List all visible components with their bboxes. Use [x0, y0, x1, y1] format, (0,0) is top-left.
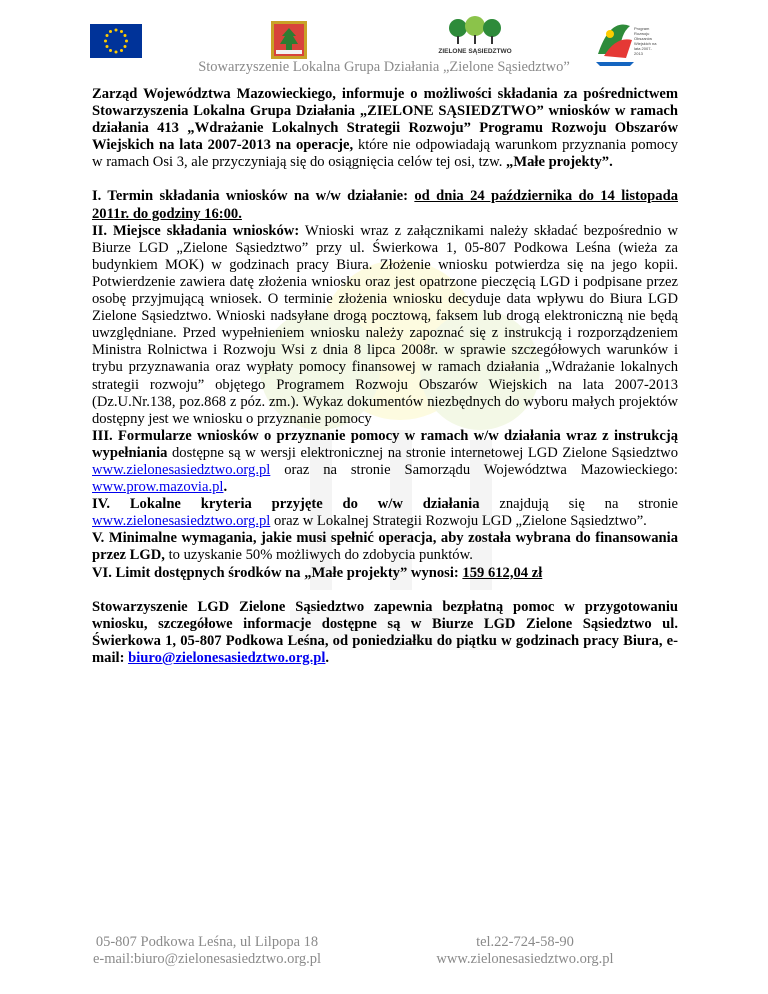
email-link[interactable]: biuro@zielonesasiedztwo.org.pl	[128, 649, 326, 666]
section-1-value: od dnia 24 października do 14 listopada 2011r. do godziny 16:00.	[92, 188, 678, 222]
section-2	[92, 223, 678, 428]
intro-normal: które nie odpowiadają warunkom przyznania pomocy w ramach Osi 3, ale przyczyniają się do osiągnięcia celów tej osi, tzw.	[92, 137, 678, 171]
document-body	[92, 86, 678, 667]
section-4-label: IV. Lokalne kryteria przyjęte do w/w działania	[92, 496, 480, 513]
zs-website-link-2[interactable]: www.zielonesasiedztwo.org.pl	[92, 513, 271, 530]
footer-contact-block	[405, 934, 645, 968]
section-4-text: znajdują się na stronie	[479, 496, 678, 513]
section-4-text2: oraz w Lokalnej Strategii Rozwoju LGD „Zielone Sąsiedztwo”.	[270, 513, 647, 530]
eu-flag-icon	[90, 24, 142, 58]
closing-end: .	[325, 649, 330, 666]
section-3-end: .	[223, 479, 228, 496]
section-1-label: I. Termin składania wniosków na w/w działanie:	[92, 188, 415, 205]
section-3-text: dostępne są w wersji elektronicznej na stronie internetowej LGD Zielone Sąsiedztwo	[167, 444, 678, 461]
section-5	[92, 530, 678, 564]
prow-mazovia-link[interactable]: www.prow.mazovia.pl	[92, 479, 224, 496]
closing-text: Stowarzyszenie LGD Zielone Sąsiedztwo zapewnia bezpłatną pomoc w przygotowaniu wniosku, szczegółowe informacje dostępne są w Biurze LGD Zielone Sąsiedztwo ul. Świerkowa 1, 05-807 Podkowa Leśna, od poniedziałku do piątku w godzinach pracy Biura, e-mail:	[92, 598, 678, 666]
section-3-text2: oraz na stronie Samorządu Województwa Mazowieckiego:	[270, 461, 678, 478]
section-6	[92, 565, 678, 582]
logos-row	[0, 14, 768, 62]
coat-of-arms-icon	[270, 20, 308, 60]
footer-web: www.zielonesasiedztwo.org.pl	[436, 951, 614, 967]
footer-address: 05-807 Podkowa Leśna, ul Lilpopa 18	[95, 934, 319, 950]
section-2-text: Wnioski wraz z załącznikami należy składać bezpośrednio w Biurze LGD „Zielone Sąsiedztwo” przy ul. Świerkowa 1, 05-807 Podkowa Leśna (wieża za budynkiem MOK) w godzinach pracy Biura. Złożenie wniosku potwierdza się na jego kopii. Potwierdzenie zawiera datę złożenia wniosku oraz jest opatrzone pieczęcią LGD i podpisane przez osobę przyjmującą wniosek. O terminie złożenia wniosku decyduje data wpływu do Biura LGD Zielone Sąsiedztwo. Wnioski nadsyłane drogą pocztową, faksem lub drogą elektroniczną nie będą uwzględniane. Przed wypełnieniem wniosku należy zapoznać się z instrukcją i rozporządzeniem Ministra Rolnictwa i Rozwoju Wsi z dnia 8 lipca 2008r. w sprawie szczegółowych warunków i trybu przyznawania oraz wypłaty pomocy finansowej w ramach działania „Wdrażanie lokalnych strategii rozwoju” objętego Programem Rozwoju Obszarów Wiejskich na lata 2007-2013 (Dz.U.Nr.138, poz.868 z póz. zm.). Wykaz dokumentów niezbędnych do wyboru małych projektów dostępny jest we wniosku o przyznanie pomocy	[92, 222, 679, 427]
prow-logo-text: Program Rozwoju Obszarów Wiejskich na lata 2007-2013	[634, 26, 657, 56]
section-6-label: VI. Limit dostępnych środków na „Małe projekty” wynosi:	[92, 564, 463, 581]
section-6-value: 159 612,04 zł	[462, 564, 543, 581]
zielone-sasiedztwo-logo	[438, 14, 512, 64]
header-title: Stowarzyszenie Lokalna Grupa Działania „Zielone Sąsiedztwo”	[198, 59, 570, 75]
intro-paragraph	[92, 86, 678, 171]
section-1	[92, 188, 678, 222]
section-3-label: III. Formularze wniosków o przyznanie pomocy w ramach w/w działania wraz z instrukcją wypełniania	[92, 427, 678, 461]
intro-bold: Zarząd Województwa Mazowieckiego, informuje o możliwości składania za pośrednictwem Stowarzyszenia Lokalna Grupa Działania „ZIELONE SĄSIEDZTWO” wniosków w ramach działania 413 „Wdrażanie Lokalnych Strategii Rozwoju” Programu Rozwoju Obszarów Wiejskich na lata 2007-2013 na operacje,	[92, 86, 678, 154]
footer-email: e-mail:biuro@zielonesasiedztwo.org.pl	[92, 951, 322, 967]
section-5-text: to uzyskanie 50% możliwych do zdobycia punktów.	[164, 547, 473, 564]
closing-paragraph	[92, 599, 678, 667]
zs-website-link[interactable]: www.zielonesasiedztwo.org.pl	[92, 461, 271, 478]
footer-address-block	[62, 934, 352, 968]
intro-bold-end: „Małe projekty”.	[506, 154, 613, 171]
section-2-label: II. Miejsce składania wniosków:	[92, 222, 300, 239]
section-3	[92, 428, 678, 496]
zs-logo-text: ZIELONE SĄSIEDZTWO	[438, 48, 512, 55]
footer-phone: tel.22-724-58-90	[476, 934, 574, 950]
section-4	[92, 496, 678, 530]
section-5-label: V. Minimalne wymagania, jakie musi spełnić operacja, aby została wybrana do finansowania przez LGD,	[92, 530, 678, 564]
